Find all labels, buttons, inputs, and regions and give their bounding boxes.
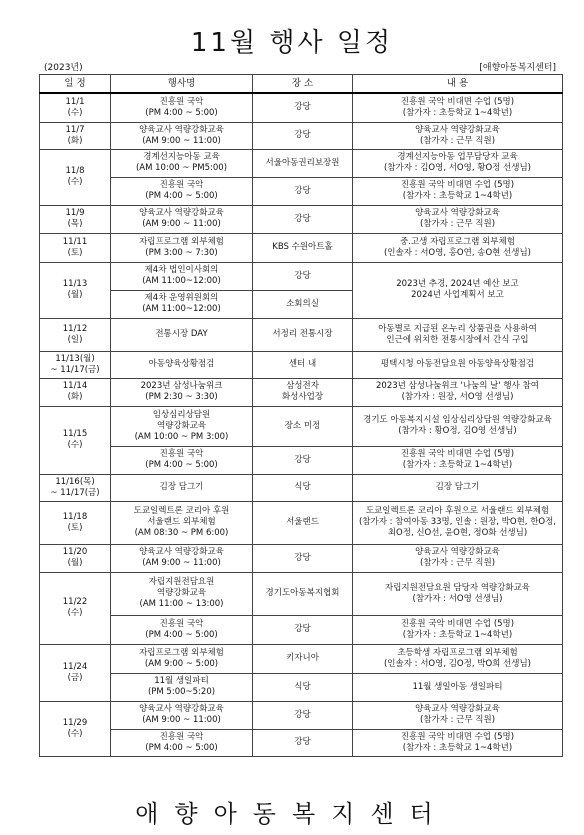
- table-row: [40, 474, 563, 501]
- content-cell: 김장 담그기: [353, 474, 563, 501]
- place-cell: 강당: [253, 446, 353, 474]
- table-row: [40, 446, 563, 474]
- event-name-cell: 제4차 운영위원회의 (AM 11:00~12:00): [111, 290, 253, 318]
- table-row: [40, 701, 563, 729]
- table-row: [40, 572, 563, 615]
- event-name-cell: 전통시장 DAY: [111, 318, 253, 351]
- event-name-cell: 자립프로그램 외부체험 (PM 3:00 ~ 7:30): [111, 233, 253, 262]
- event-name-cell: 진흥원 국악 (PM 4:00 ~ 5:00): [111, 93, 253, 122]
- place-cell: 강당: [253, 701, 353, 729]
- event-name-cell: 진흥원 국악 (PM 4:00 ~ 5:00): [111, 729, 253, 756]
- date-cell: 11/29 (수): [40, 701, 111, 756]
- content-cell: 진흥원 국악 비대면 수업 (5명) (참가자 : 초등학교 1~4학년): [353, 93, 563, 122]
- event-name-cell: 양육교사 역량강화교육 (AM 9:00 ~ 11:00): [111, 122, 253, 149]
- event-name-cell: 김장 담그기: [111, 474, 253, 501]
- org-label: [애향아동복지센터]: [479, 63, 556, 73]
- content-cell: 평택시청 아동전담요원 아동양육상황점검: [353, 351, 563, 378]
- table-row: [40, 262, 563, 290]
- date-cell: 11/8 (수): [40, 149, 111, 205]
- place-cell: 강당: [253, 544, 353, 572]
- date-cell: 11/24 (금): [40, 644, 111, 701]
- date-cell: 11/1 (수): [40, 93, 111, 122]
- footer-org-name: 애향아동복지센터: [135, 800, 449, 828]
- place-cell: 강당: [253, 93, 353, 122]
- content-cell: 진흥원 국악 비대면 수업 (5명) (참가자 : 초등학교 1~4학년): [353, 729, 563, 756]
- table-row: [40, 673, 563, 701]
- content-cell: 진흥원 국악 비대면 수업 (5명) (참가자 : 초등학교 1~4학년): [353, 446, 563, 474]
- table-row: [40, 177, 563, 205]
- event-name-cell: 2023년 삼성나눔위크 (PM 2:30 ~ 3:30): [111, 378, 253, 406]
- place-cell: 식당: [253, 474, 353, 501]
- content-cell: 경계선지능아동 업무담당자 교육 (참가자 : 김O영, 서O영, 황O정 선생님): [353, 149, 563, 177]
- event-name-cell: 임상심리상담원 역량강화교육 (AM 10:00 ~ PM 3:00): [111, 406, 253, 446]
- event-name-cell: 제4차 법인이사회의 (AM 11:00~12:00): [111, 262, 253, 290]
- place-cell: 강당: [253, 262, 353, 290]
- event-name-cell: 아동양육상황점검: [111, 351, 253, 378]
- header-event: 행사명: [111, 75, 253, 94]
- table-row: [40, 544, 563, 572]
- date-cell: 11/20 (월): [40, 544, 111, 572]
- place-cell: 삼성전자 화성사업장: [253, 378, 353, 406]
- table-row: [40, 233, 563, 262]
- place-cell: 강당: [253, 205, 353, 233]
- header-place: 장 소: [253, 75, 353, 94]
- place-cell: 강당: [253, 122, 353, 149]
- content-cell: 초등학생 자립프로그램 외부체험 (인솔자 : 서O영, 김O정, 박O희 선생님): [353, 644, 563, 673]
- table-row: [40, 615, 563, 644]
- place-cell: 키자니아: [253, 644, 353, 673]
- date-cell: 11/14 (화): [40, 378, 111, 406]
- table-row: [40, 351, 563, 378]
- content-cell: 양육교사 역량강화교육 (참가자 : 근무 직원): [353, 544, 563, 572]
- content-cell: 11월 생일아동 생일파티: [353, 673, 563, 701]
- content-cell: 양육교사 역량강화교육 (참가자 : 근무 직원): [353, 205, 563, 233]
- table-row: [40, 729, 563, 756]
- place-cell: 강당: [253, 615, 353, 644]
- place-cell: 서울아동권리보장원: [253, 149, 353, 177]
- header-content: 내 용: [353, 75, 563, 94]
- table-row: [40, 318, 563, 351]
- place-cell: 강당: [253, 177, 353, 205]
- table-row: [40, 149, 563, 177]
- content-cell: 2023년 삼성나눔위크 '나눔의 날' 행사 참여 (참가자 : 원장, 서O영 선생님): [353, 378, 563, 406]
- table-row: [40, 406, 563, 446]
- date-cell: 11/22 (수): [40, 572, 111, 644]
- place-cell: 서울랜드: [253, 501, 353, 544]
- content-cell: 중.고생 자립프로그램 외부체험 (인솔자 : 서O영, 홍O연, 송O현 선생님): [353, 233, 563, 262]
- event-name-cell: 양육교사 역량강화교육 (AM 9:00 ~ 11:00): [111, 701, 253, 729]
- header-row: [40, 75, 563, 94]
- content-cell: 진흥원 국악 비대면 수업 (5명) (참가자 : 초등학교 1~4학년): [353, 615, 563, 644]
- content-cell: 양육교사 역량강화교육 (참가자 : 근무 직원): [353, 122, 563, 149]
- event-name-cell: 11월 생일파티 (PM 5:00~5:20): [111, 673, 253, 701]
- date-cell: 11/13 (월): [40, 262, 111, 318]
- date-cell: 11/12 (일): [40, 318, 111, 351]
- event-name-cell: 자립프로그램 외부체험 (AM 9:00 ~ 5:00): [111, 644, 253, 673]
- table-row: [40, 122, 563, 149]
- place-cell: 센터 내: [253, 351, 353, 378]
- content-cell: 진흥원 국악 비대면 수업 (5명) (참가자 : 초등학교 1~4학년): [353, 177, 563, 205]
- date-cell: 11/11 (토): [40, 233, 111, 262]
- date-cell: 11/9 (목): [40, 205, 111, 233]
- content-cell: 아동별로 지급된 온누리 상품권을 사용하여 인근에 위치한 전통시장에서 간식 구입: [353, 318, 563, 351]
- content-cell: 양육교사 역량강화교육 (참가자 : 근무 직원): [353, 701, 563, 729]
- table-row: [40, 501, 563, 544]
- event-name-cell: 진흥원 국악 (PM 4:00 ~ 5:00): [111, 615, 253, 644]
- date-cell: 11/18 (토): [40, 501, 111, 544]
- header-date: 일 정: [40, 75, 111, 94]
- date-cell: 11/16(목) ~ 11/17(금): [40, 474, 111, 501]
- place-cell: 장소 미정: [253, 406, 353, 446]
- event-name-cell: 경계선지능아동 교육 (AM 10:00 ~ PM5:00): [111, 149, 253, 177]
- place-cell: 서정리 전통시장: [253, 318, 353, 351]
- event-name-cell: 진흥원 국악 (PM 4:00 ~ 5:00): [111, 446, 253, 474]
- table-row: [40, 644, 563, 673]
- content-cell: 경기도 아동복지시설 임상심리상담원 역량강화교육 (참가자 : 황O정, 김O영 선생님): [353, 406, 563, 446]
- event-name-cell: 양육교사 역량강화교육 (AM 9:00 ~ 11:00): [111, 205, 253, 233]
- content-cell: 도쿄일렉트론 코리아 후원으로 서울랜드 외부체험 (참가자 : 참여아동 33명, 인솔 : 원장, 박O현, 한O정, 최O정, 신O선, 윤O현, 정O화 선생님): [353, 501, 563, 544]
- date-cell: 11/7 (화): [40, 122, 111, 149]
- table-row: [40, 378, 563, 406]
- content-cell: 자립지원전담요원 담당자 역량강화교육 (참가자 : 서O영 선생님): [353, 572, 563, 615]
- event-name-cell: 도쿄일렉트론 코리아 후원 서울랜드 외부체험 (AM 08:30 ~ PM 6:00): [111, 501, 253, 544]
- place-cell: 소회의실: [253, 290, 353, 318]
- date-cell: 11/15 (수): [40, 406, 111, 474]
- place-cell: 경기도아동복지협회: [253, 572, 353, 615]
- schedule-body: [40, 93, 563, 756]
- year-label: (2023년): [44, 63, 83, 73]
- place-cell: 강당: [253, 729, 353, 756]
- table-row: [40, 93, 563, 122]
- event-name-cell: 양육교사 역량강화교육 (AM 9:00 ~ 11:00): [111, 544, 253, 572]
- content-cell: 2023년 추경, 2024년 예산 보고 2024년 사업계획서 보고: [353, 262, 563, 318]
- place-cell: 식당: [253, 673, 353, 701]
- table-row: [40, 205, 563, 233]
- event-name-cell: 자립지원전담요원 역량강화교육 (AM 11:00 ~ 13:00): [111, 572, 253, 615]
- schedule-table: [39, 74, 563, 757]
- event-name-cell: 진흥원 국악 (PM 4:00 ~ 5:00): [111, 177, 253, 205]
- place-cell: KBS 수원아트홀: [253, 233, 353, 262]
- page-title: 11월 행사 일정: [190, 28, 394, 58]
- date-cell: 11/13(월) ~ 11/17(금): [40, 351, 111, 378]
